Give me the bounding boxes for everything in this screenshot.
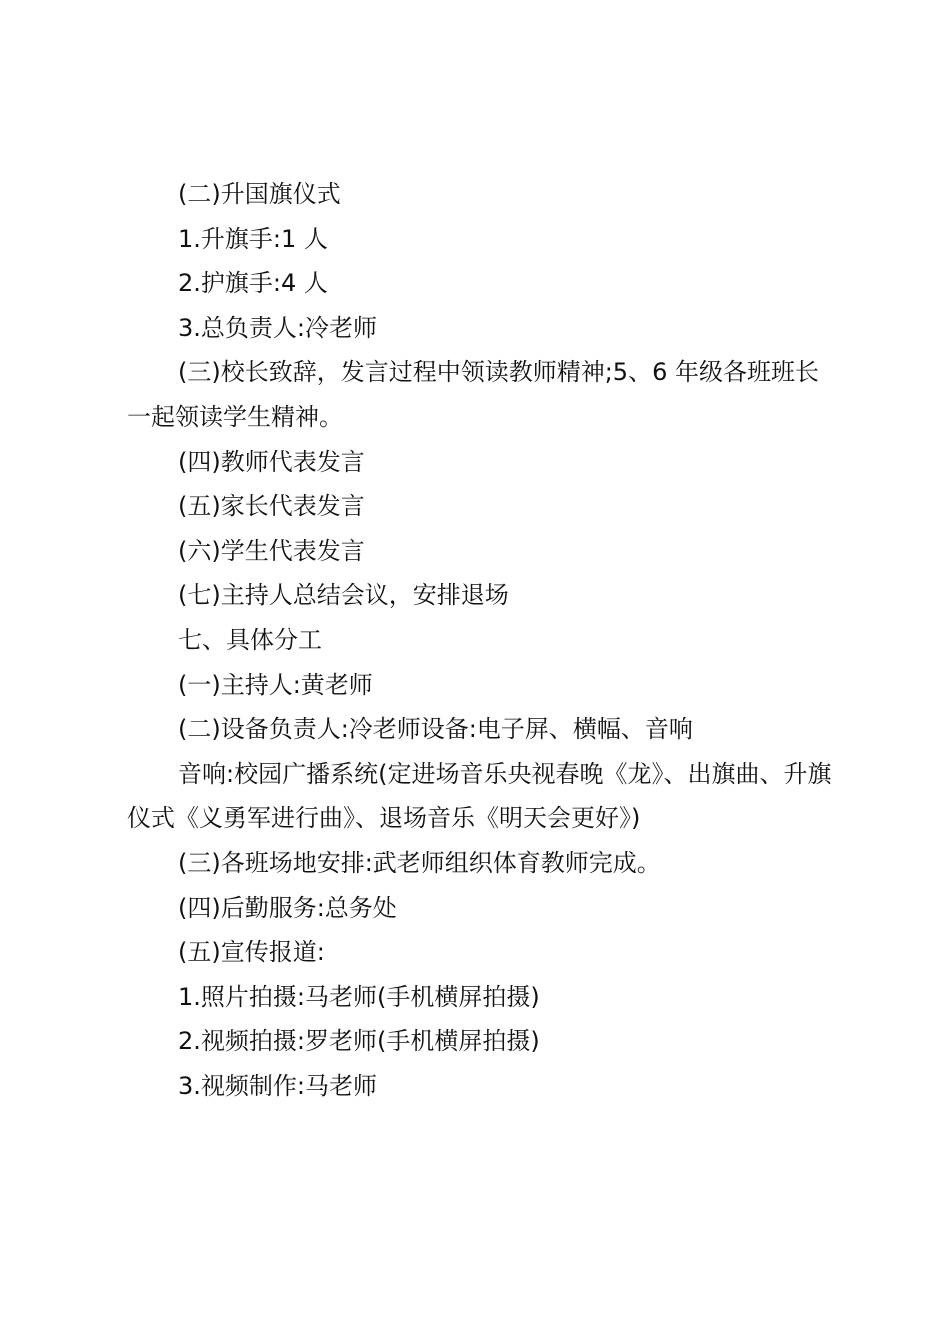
paragraph-student-speech: (六)学生代表发言 (178, 536, 365, 565)
paragraph-video-shooting: 2.视频拍摄:罗老师(手机横屏拍摄) (178, 1027, 540, 1056)
paragraph-teacher-speech: (四)教师代表发言 (178, 447, 365, 476)
paragraph-video-production: 3.视频制作:马老师 (178, 1071, 377, 1100)
paragraph-logistics: (四)后勤服务:总务处 (178, 893, 397, 922)
paragraph-photo: 1.照片拍摄:马老师(手机横屏拍摄) (178, 982, 540, 1011)
section-heading-division-of-labor: 七、具体分工 (178, 625, 322, 654)
paragraph-parent-speech: (五)家长代表发言 (178, 492, 365, 521)
paragraph-host-summary: (七)主持人总结会议，安排退场 (178, 581, 509, 610)
paragraph-publicity: (五)宣传报道: (178, 938, 325, 967)
paragraph-equipment-manager: (二)设备负责人:冷老师设备:电子屏、横幅、音响 (178, 715, 693, 744)
paragraph-host: (一)主持人:黄老师 (178, 670, 373, 699)
paragraph-flag-raiser: 1.升旗手:1 人 (178, 224, 328, 253)
paragraph-principal-speech: (三)校长致辞，发言过程中领读教师精神;5、6 年级各班班长一起领读学生精神。 (127, 358, 819, 431)
paragraph-general-manager: 3.总负责人:冷老师 (178, 313, 377, 342)
paragraph-audio-system: 音响:校园广播系统(定进场音乐央视春晚《龙》、出旗曲、升旗仪式《义勇军进行曲》、退场音乐《明天会更好》) (127, 759, 832, 833)
paragraph-flag-guards: 2.护旗手:4 人 (178, 269, 328, 298)
paragraph-flag-ceremony-heading: (二)升国旗仪式 (178, 180, 341, 208)
document-body (127, 172, 839, 1108)
paragraph-venue-arrangement: (三)各班场地安排:武老师组织体育教师完成。 (178, 848, 661, 877)
